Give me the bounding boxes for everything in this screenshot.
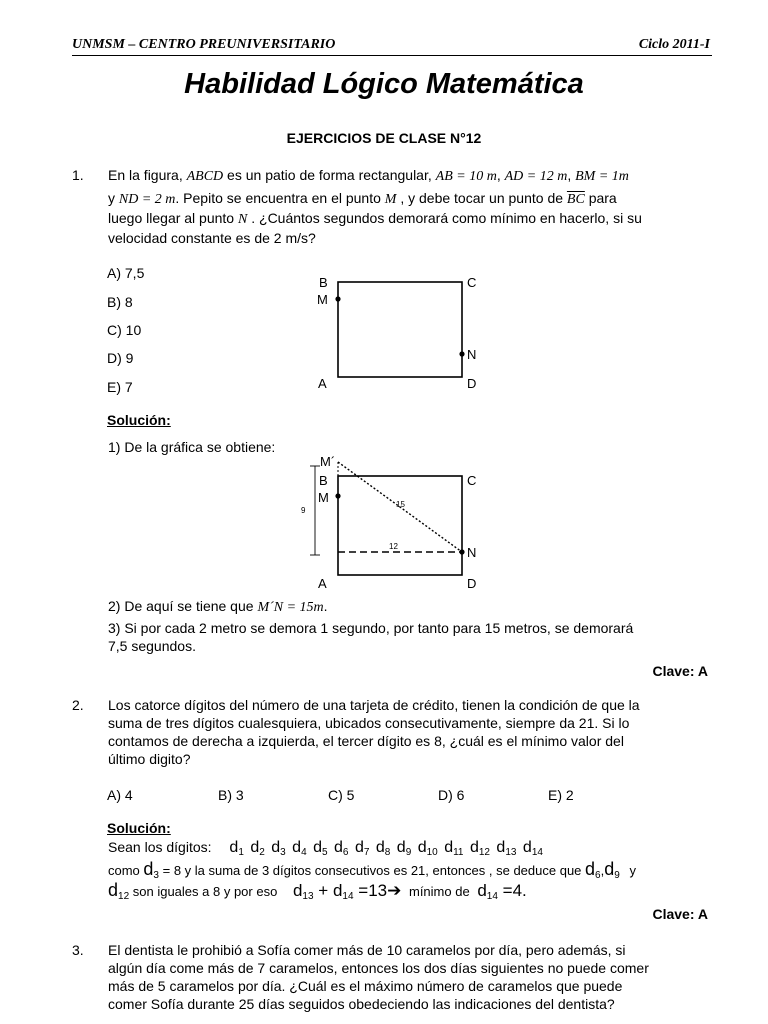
fig1-label-a: A <box>318 376 327 391</box>
fig1-label-m: M <box>317 292 328 307</box>
problem-2-number: 2. <box>72 697 84 713</box>
fig1-label-b: B <box>319 275 328 290</box>
problem-1-line-4: velocidad constante es de 2 m/s? <box>108 230 316 246</box>
fig2-point-n <box>459 549 464 554</box>
p1-step-3: 3) Si por cada 2 metro se demora 1 segundo, por tanto para 15 metros, se demorará 7,5 segundos. <box>108 620 634 654</box>
page-title: Habilidad Lógico Matemática <box>184 68 584 100</box>
p2-conclusion-line: $d_{12}$ son iguales a 8 y por eso $d_{13} + d_{14}$ =13➔ mínimo de $d_{14} =4$. <box>108 880 527 902</box>
fig2-label-a: A <box>318 576 327 591</box>
problem-3-statement: El dentista le prohibió a Sofía comer más de 10 caramelos por día, pero además, si algún día come más de 7 caramelos, entonces los dos días siguientes no puede comer más de 5 caramelos por día. ¿Cuál es el máximo número de caramelos que puede comer Sofía durante 25 días seguidos obedeciendo las indicaciones del dentista? <box>108 942 649 1012</box>
problem-1-line-2: y ND = 2 m. Pepito se encuentra en el punto M , y debe tocar un punto de $\overline{BC}$ para <box>108 190 617 207</box>
p2-solucion-heading: Solución: <box>107 820 171 836</box>
fig2-label-c: C <box>467 473 477 488</box>
fig2-point-m <box>335 493 340 498</box>
p1-step-2: 2) De aquí se tiene que M´N = 15m. <box>108 598 328 615</box>
fig1-label-c: C <box>467 275 477 290</box>
p2-digit-sequence: $d_1$ $d_2$ $d_3$ $d_4$ $d_5$ $d_6$ $d_7$ $d_8$ $d_9$ $d_{10}$ $d_{11}$ $d_{12}$ $d_{13}$ $d_{14}$ <box>229 839 543 858</box>
p2-option-d: D) 6 <box>438 787 465 803</box>
problem-1-statement <box>108 166 710 248</box>
p2-digits-line: Sean los dígitos: $d_1$ $d_2$ $d_3$ $d_4$ $d_5$ $d_6$ $d_7$ $d_8$ $d_9$ $d_{10}$ $d_{11}$ $d_{12}$ $d_{13}$ $d_{14}$ <box>108 839 543 858</box>
problem-1-line-3: luego llegar al punto N . ¿Cuántos segundos demorará como mínimo en hacerlo, si su <box>108 210 642 227</box>
figure-rectangle-2 <box>298 452 498 594</box>
fig2-length-9: 9 <box>301 506 306 515</box>
problem-2-statement: Los catorce dígitos del número de una tarjeta de crédito, tienen la condición de que la suma de tres dígitos cualesquiera, ubicados consecutivamente, siempre da 21. Si lo contamos de derecha a izquierda, el tercer dígito es 8, ¿cuál es el mínimo valor del último digito? <box>108 697 640 767</box>
p1-option-d: D) 9 <box>107 350 134 366</box>
p1-option-c: C) 10 <box>107 322 142 338</box>
fig1-point-n <box>459 351 464 356</box>
p1-solucion-heading: Solución: <box>107 412 171 428</box>
fig1-label-n: N <box>467 347 477 362</box>
fig2-length-12: 12 <box>389 542 398 551</box>
problem-1-line-1: En la figura, ABCD es un patio de forma rectangular, AB = 10 m, AD = 12 m, BM = 1m <box>108 167 629 184</box>
fig1-label-d: D <box>467 376 477 391</box>
p1-option-b: B) 8 <box>107 294 133 310</box>
fig2-length-15: 15 <box>396 500 405 509</box>
fig2-label-m: M <box>318 490 329 505</box>
page-subtitle: EJERCICIOS DE CLASE N°12 <box>286 130 482 146</box>
problem-3-number: 3. <box>72 942 84 958</box>
header-rule <box>72 55 712 56</box>
p2-option-e: E) 2 <box>548 787 574 803</box>
figure-rectangle-1 <box>300 270 500 395</box>
p1-step-1: 1) De la gráfica se obtiene: <box>108 439 276 455</box>
problem-1-number: 1. <box>72 167 84 183</box>
p1-option-e: E) 7 <box>107 379 133 395</box>
p1-clave: Clave: A <box>652 663 708 679</box>
fig2-label-d: D <box>467 576 477 591</box>
p2-option-b: B) 3 <box>218 787 244 803</box>
p2-option-a: A) 4 <box>107 787 133 803</box>
p1-option-a: A) 7,5 <box>107 265 145 281</box>
fig2-label-m-prime: M´ <box>320 454 336 469</box>
p2-como-line: como $d_3 = 8$ y la suma de 3 dígitos consecutivos es 21, entonces , se deduce que $d_6,d_9$ y <box>108 859 636 881</box>
header-right: Ciclo 2011-I <box>638 37 710 52</box>
fig2-label-n: N <box>467 545 477 560</box>
fig1-rectangle <box>338 282 462 377</box>
header-left: UNMSM – CENTRO PREUNIVERSITARIO <box>72 37 336 52</box>
p2-clave: Clave: A <box>652 906 708 922</box>
fig2-rectangle <box>338 476 462 575</box>
fig2-label-b: B <box>319 473 328 488</box>
fig1-point-m <box>335 296 340 301</box>
p2-option-c: C) 5 <box>328 787 355 803</box>
